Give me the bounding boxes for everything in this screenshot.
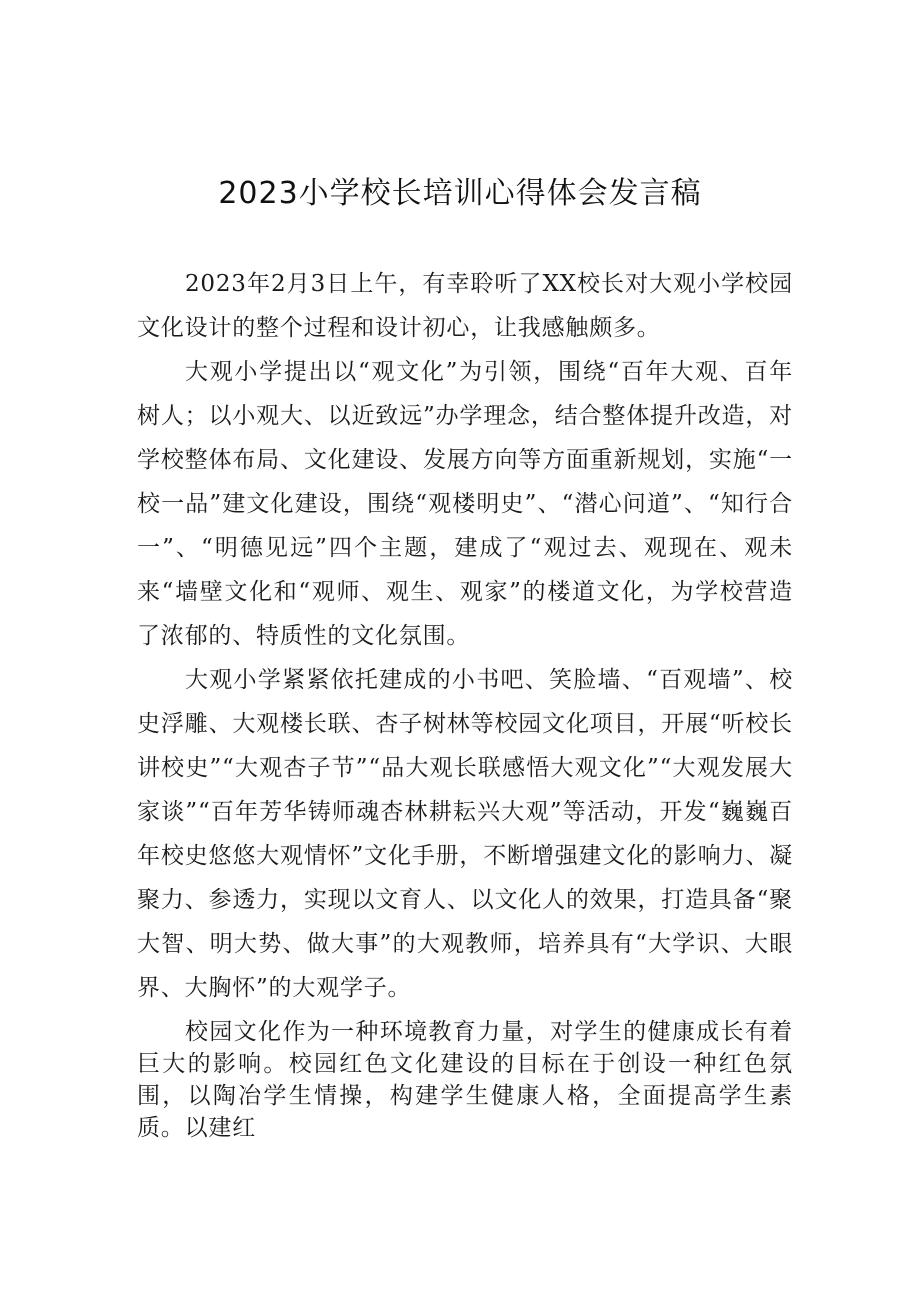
paragraph-3: 大观小学紧紧依托建成的小书吧、笑脸墙、“百观墙”、校史浮雕、大观楼长联、杏子树林等校园文化项目，开展“听校长讲校史”“大观杏子节”“品大观长联感悟大观文化”“大观发展大家谈”“百年芳华铸师魂杏林耕耘兴大观”等活动，开发“巍巍百年校史悠悠大观情怀”文化手册，不断增强建文化的影响力、凝聚力、参透力，实现以文育人、以文化人的效果，打造具备“聚大智、明大势、做大事”的大观教师，培养具有“大学识、大眼界、大胸怀”的大观学子。 — [137, 667, 793, 1001]
document-body — [137, 262, 793, 1144]
document-title: 2023小学校长培训心得体会发言稿 — [218, 176, 702, 211]
paragraph-2: 大观小学提出以“观文化”为引领，围绕“百年大观、百年树人；以小观大、以近致远”办学理念，结合整体提升改造，对学校整体布局、文化建设、发展方向等方面重新规划，实施“一校一品”建文化建设，围绕“观楼明史”、“潜心问道”、“知行合一”、“明德见远”四个主题，建成了“观过去、观现在、观未来“墙壁文化和“观师、观生、观家”的楼道文化，为学校营造了浓郁的、特质性的文化氛围。 — [137, 359, 793, 649]
paragraph-4: 校园文化作为一种环境教育力量，对学生的健康成长有着巨大的影响。校园红色文化建设的目标在于创设一种红色氛围，以陶冶学生情操，构建学生健康人格，全面提高学生素质。以建红 — [137, 1019, 793, 1141]
paragraph-1: 2023年2月3日上午，有幸聆听了XX校长对大观小学校园文化设计的整个过程和设计初心，让我感触颇多。 — [137, 271, 793, 341]
